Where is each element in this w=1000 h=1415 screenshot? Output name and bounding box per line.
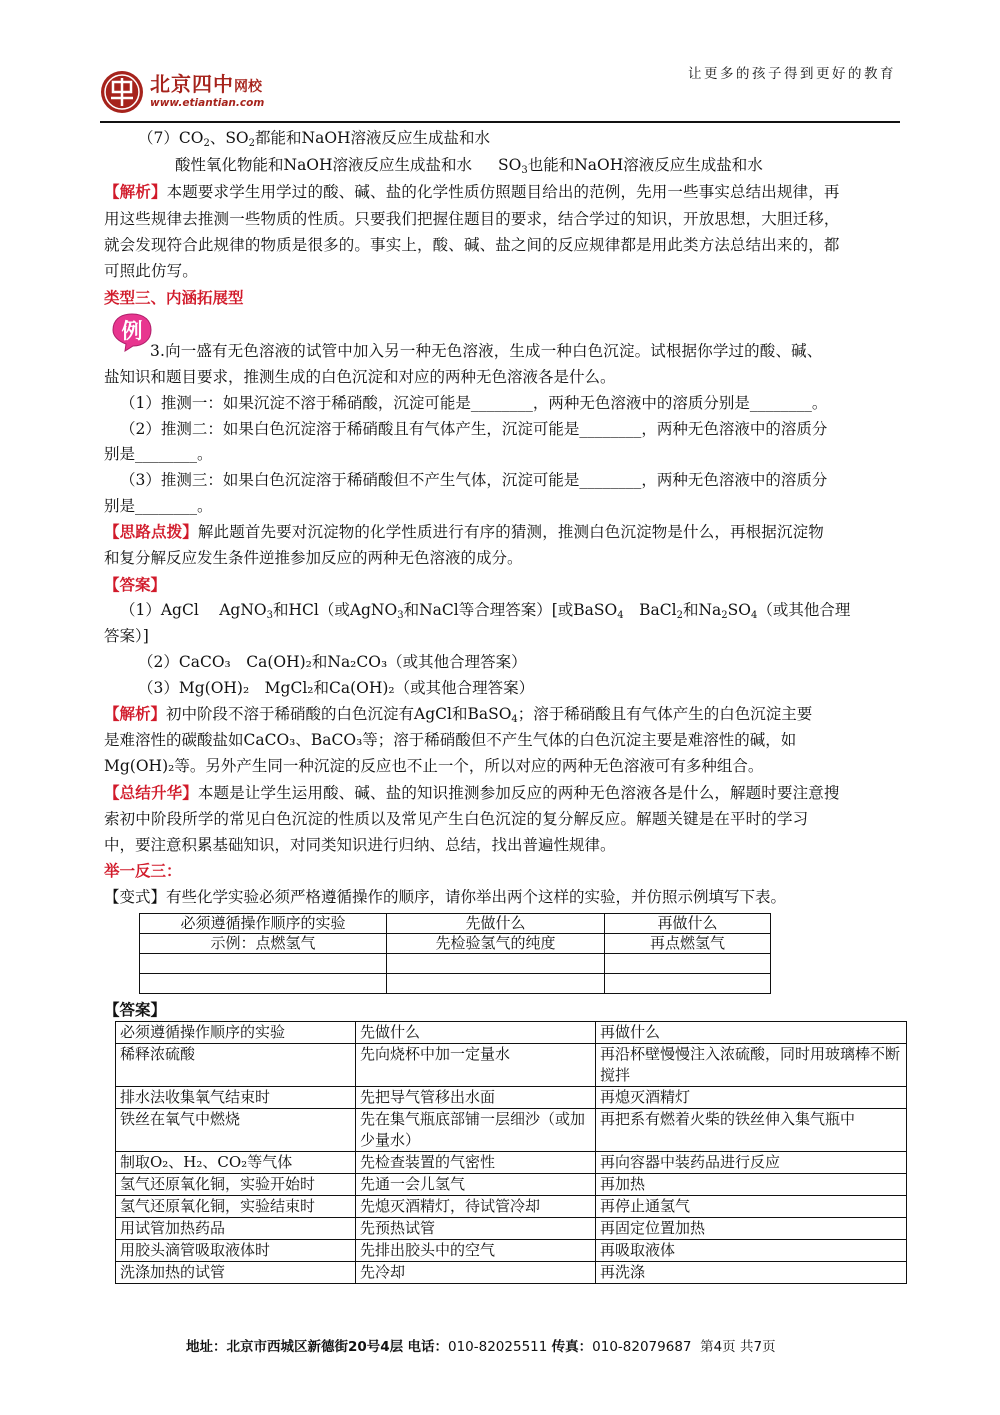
variant-text: 【变式】有些化学实验必须严格遵循操作的顺序，请你举出两个这样的实验，并仿照示例填写下表。 <box>104 888 787 906</box>
table-row <box>116 1262 907 1284</box>
summary-tag: 【总结升华】 <box>104 784 198 802</box>
table-cell: 先预热试管 <box>356 1218 596 1240</box>
table-row <box>116 1174 907 1196</box>
table-cell: 再做什么 <box>596 1022 907 1044</box>
guess-1: （1）推测一：如果沉淀不溶于稀硝酸，沉淀可能是________，两种无色溶液中的溶质分别是________。 <box>120 394 828 412</box>
logo-title: 北京四中网校 <box>150 72 262 96</box>
header-divider <box>100 121 900 123</box>
answer-1-cont: 答案）] <box>104 627 149 645</box>
table-row <box>140 974 771 994</box>
table-cell: 必须遵循操作顺序的实验 <box>140 914 387 934</box>
analysis1-line1: 【解析】本题要求学生用学过的酸、碱、盐的化学性质仿照题目给出的范例，先用一些事实总结出规律，再 <box>104 183 840 201</box>
summary-line2: 索初中阶段所学的常见白色沉淀的性质以及常见产生白色沉淀的复分解反应。解题关键是在平时的学习 <box>104 810 809 828</box>
table-cell: 再停止通氢气 <box>596 1196 907 1218</box>
table-cell: 必须遵循操作顺序的实验 <box>116 1022 356 1044</box>
table-cell: 氢气还原氧化铜，实验开始时 <box>116 1174 356 1196</box>
table-cell: 再洗涤 <box>596 1262 907 1284</box>
table-row <box>116 1196 907 1218</box>
guess-2-cont: 别是________。 <box>104 445 213 463</box>
table-cell: 再点燃氢气 <box>605 934 771 954</box>
table-cell: 用胶头滴管吸取液体时 <box>116 1240 356 1262</box>
table-row <box>116 1152 907 1174</box>
logo-url: www.etiantian.com <box>150 97 265 109</box>
table-cell: 先向烧杯中加一定量水 <box>356 1044 596 1087</box>
practice-heading: 举一反三： <box>104 862 182 880</box>
analysis2-line3: Mg(OH)₂等。另外产生同一种沉淀的反应也不止一个，所以对应的两种无色溶液可有多种组合。 <box>104 757 764 775</box>
table-cell: 先在集气瓶底部铺一层细沙（或加少量水） <box>356 1109 596 1152</box>
table-cell: 示例：点燃氢气 <box>140 934 387 954</box>
table-cell: 制取O₂、H₂、CO₂等气体 <box>116 1152 356 1174</box>
table-cell: 洗涤加热的试管 <box>116 1262 356 1284</box>
table-cell: 氢气还原氧化铜，实验结束时 <box>116 1196 356 1218</box>
table-cell: 再向容器中装药品进行反应 <box>596 1152 907 1174</box>
guess-2: （2）推测二：如果白色沉淀溶于稀硝酸且有气体产生，沉淀可能是________，两种无色溶液中的溶质分 <box>120 420 828 438</box>
hint-line2: 和复分解反应发生条件逆推参加反应的两种无色溶液的成分。 <box>104 549 523 567</box>
analysis-tag-2: 【解析】 <box>104 705 167 723</box>
answer-table-tag: 【答案】 <box>104 1001 167 1019</box>
table-cell: 先熄灭酒精灯，待试管冷却 <box>356 1196 596 1218</box>
table-row <box>140 934 771 954</box>
table-header-row <box>116 1022 907 1044</box>
table-cell: 先把导气管移出水面 <box>356 1087 596 1109</box>
table-row <box>116 1109 907 1152</box>
analysis-tag: 【解析】 <box>104 183 167 201</box>
table-cell: 排水法收集氧气结束时 <box>116 1087 356 1109</box>
table-cell: 稀释浓硫酸 <box>116 1044 356 1087</box>
table-row <box>140 954 771 974</box>
answer-1: （1）AgCl AgNO$_3$和HCl（或AgNO$_3$和NaCl等合理答案）[或BaSO$_4$ BaCl$_2$和$Na_2SO_4$（或其他合理 <box>120 601 851 621</box>
header-slogan: 让更多的孩子得到更好的教育 <box>688 66 896 82</box>
school-logo <box>100 64 380 118</box>
table-cell: 铁丝在氧气中燃烧 <box>116 1109 356 1152</box>
table-cell: 再沿杯壁慢慢注入浓硫酸，同时用玻璃棒不断搅拌 <box>596 1044 907 1087</box>
table-cell: 再把系有燃着火柴的铁丝伸入集气瓶中 <box>596 1109 907 1152</box>
answer-table <box>115 1021 907 1284</box>
analysis1-line4: 可照此仿写。 <box>104 262 198 280</box>
guess-3: （3）推测三：如果白色沉淀溶于稀硝酸但不产生气体，沉淀可能是________，两种无色溶液中的溶质分 <box>120 471 828 489</box>
answer-3: （3）Mg(OH)₂ MgCl₂和Ca(OH)₂（或其他合理答案） <box>138 679 535 697</box>
question-line1: 3.向一盛有无色溶液的试管中加入另一种无色溶液，生成一种白色沉淀。试根据你学过的酸、碱、 <box>150 342 823 360</box>
table-cell: 再吸取液体 <box>596 1240 907 1262</box>
variant-table <box>139 913 771 994</box>
table-cell: 先检验氢气的纯度 <box>387 934 605 954</box>
example-badge: 例 <box>111 312 153 352</box>
table-cell: 先冷却 <box>356 1262 596 1284</box>
table-row <box>116 1240 907 1262</box>
analysis2-line2: 是难溶性的碳酸盐如CaCO₃、BaCO₃等；溶于稀硝酸但不产生气体的白色沉淀主要是难溶性的碱，如 <box>104 731 797 749</box>
table-cell: 先排出胶头中的空气 <box>356 1240 596 1262</box>
table-cell: 先通一会儿氢气 <box>356 1174 596 1196</box>
summary-line1: 【总结升华】本题是让学生运用酸、碱、盐的知识推测参加反应的两种无色溶液各是什么，解题时要注意搜 <box>104 784 840 802</box>
table-row <box>116 1218 907 1240</box>
question-line2: 盐知识和题目要求，推测生成的白色沉淀和对应的两种无色溶液各是什么。 <box>104 368 616 386</box>
page-footer: 地址：北京市西城区新德街20号4层 电话：010-82025511 传真：010-82079687 第4页 共7页 <box>186 1339 776 1355</box>
table-cell: 再加热 <box>596 1174 907 1196</box>
table-cell: 再做什么 <box>605 914 771 934</box>
table-row <box>116 1044 907 1087</box>
answer-tag: 【答案】 <box>104 576 167 594</box>
guess-3-cont: 别是________。 <box>104 497 213 515</box>
analysis1-line2: 用这些规律去推测一些物质的性质。只要我们把握住题目的要求，结合学过的知识，开放思想，大胆迁移， <box>104 210 840 228</box>
summary-line3: 中，要注意积累基础知识，对同类知识进行归纳、总结，找出普遍性规律。 <box>104 836 616 854</box>
section-heading: 类型三、内涵拓展型 <box>104 289 244 307</box>
analysis1-line3: 就会发现符合此规律的物质是很多的。事实上，酸、碱、盐之间的反应规律都是用此类方法总结出来的，都 <box>104 236 840 254</box>
table-cell: 用试管加热药品 <box>116 1218 356 1240</box>
table-row <box>116 1087 907 1109</box>
table-cell: 再熄灭酒精灯 <box>596 1087 907 1109</box>
answer7-line1: $(7)CO_2$、$SO_2$都能和NaOH溶液反应生成盐和水 <box>138 129 491 149</box>
table-cell: 先做什么 <box>387 914 605 934</box>
analysis2-line1: 【解析】初中阶段不溶于稀硝酸的白色沉淀有AgCl和BaSO$_4$；溶于稀硝酸且有气体产生的白色沉淀主要 <box>104 705 813 725</box>
table-cell: 先做什么 <box>356 1022 596 1044</box>
hint-tag: 【思路点拨】 <box>104 523 198 541</box>
table-cell: 再固定位置加热 <box>596 1218 907 1240</box>
page-number: 第4页 共7页 <box>700 1339 776 1355</box>
hint-line1: 【思路点拨】解此题首先要对沉淀物的化学性质进行有序的猜测，推测白色沉淀物是什么，再根据沉淀物 <box>104 523 824 541</box>
answer7-line2: 酸性氧化物能和NaOH溶液反应生成盐和水 $SO_3$也能和NaOH溶液反应生成盐和水 <box>175 156 763 176</box>
answer-2: （2）CaCO₃ Ca(OH)₂和Na₂CO₃（或其他合理答案） <box>138 653 527 671</box>
table-cell: 先检查装置的气密性 <box>356 1152 596 1174</box>
table-header-row <box>140 914 771 934</box>
seal-icon <box>100 70 144 114</box>
